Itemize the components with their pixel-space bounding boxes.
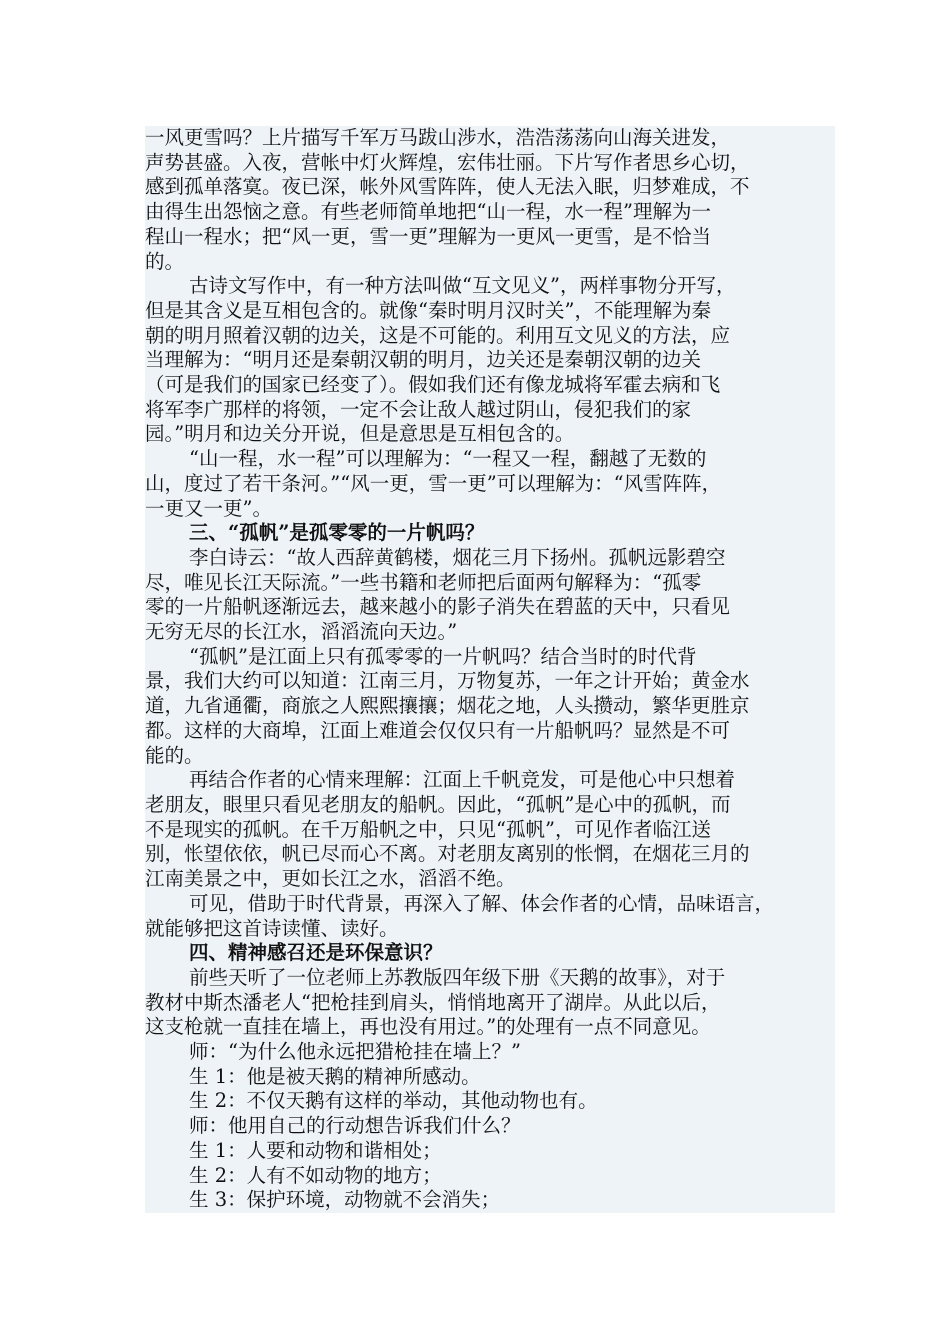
text-line	[145, 175, 835, 200]
text-line-content: 朝的明月照着汉朝的边关，这是不可能的。利用互文见义的方法，应	[145, 323, 731, 347]
text-line-content: 老朋友，眼里只看见老朋友的船帆。因此，“孤帆”是心中的孤帆，而	[145, 792, 731, 816]
text-line	[145, 151, 835, 176]
text-line	[145, 200, 835, 225]
text-line	[145, 274, 835, 299]
text-line	[145, 991, 835, 1016]
text-line	[145, 966, 835, 991]
text-line-content: 将军李广那样的将领，一定不会让敌人越过阴山，侵犯我们的家	[145, 397, 692, 421]
text-line	[145, 546, 835, 571]
text-line-content: 生 1：人要和动物和谐相处；	[189, 1138, 442, 1162]
text-line-content: 古诗文写作中，有一种方法叫做“互文见义”，两样事物分开写，	[189, 274, 736, 298]
text-line-content: 山，度过了若干条河。”“风一更，雪一更”可以理解为：“风雪阵阵，	[145, 471, 722, 495]
text-line-content: 都。这样的大商埠，江面上难道会仅仅只有一片船帆吗？显然是不可	[145, 718, 731, 742]
text-line	[145, 595, 835, 620]
text-line-content: 生 1：他是被天鹅的精神所感动。	[189, 1064, 481, 1088]
text-line-content: 教材中斯杰潘老人“把枪挂到肩头，悄悄地离开了湖岸。从此以后，	[145, 990, 721, 1014]
text-line	[145, 250, 835, 275]
text-line-content: 感到孤单落寞。夜已深，帐外风雪阵阵，使人无法入眠，归梦难成，不	[145, 175, 750, 199]
text-line	[145, 373, 835, 398]
text-line	[145, 126, 835, 151]
text-line-content: 零的一片船帆逐渐远去，越来越小的影子消失在碧蓝的天中，只看见	[145, 595, 731, 619]
text-line	[145, 645, 835, 670]
text-line-content: “山一程，水一程”可以理解为：“一程又一程，翻越了无数的	[189, 447, 707, 471]
text-line	[145, 299, 835, 324]
text-line	[145, 1139, 835, 1164]
text-line-content: 三、“孤帆”是孤零零的一片帆吗？	[189, 521, 485, 545]
text-line-content: 的。	[145, 249, 185, 273]
text-line	[145, 1114, 835, 1139]
text-line	[145, 1089, 835, 1114]
text-line-content: “孤帆”是江面上只有孤零零的一片帆吗？结合当时的时代背	[189, 644, 697, 668]
text-line-content: 可见，借助于时代背景，再深入了解、体会作者的心情，品味语言，	[189, 891, 775, 915]
text-line-content: 师：“为什么他永远把猎枪挂在墙上？”	[189, 1040, 521, 1064]
text-line	[145, 225, 835, 250]
text-line	[145, 1040, 835, 1065]
text-line	[145, 892, 835, 917]
text-line	[145, 917, 835, 942]
text-line	[145, 348, 835, 373]
text-line	[145, 1015, 835, 1040]
text-line-content: 当理解为：“明月还是秦朝汉朝的明月，边关还是秦朝汉朝的边关	[145, 348, 701, 372]
text-line	[145, 744, 835, 769]
text-line	[145, 867, 835, 892]
text-line	[145, 818, 835, 843]
text-line-content: 生 2：不仅天鹅有这样的举动，其他动物也有。	[189, 1089, 598, 1113]
text-line	[145, 842, 835, 867]
text-line-content: 无穷无尽的长江水，滔滔流向天边。”	[145, 620, 458, 644]
text-line	[145, 1065, 835, 1090]
text-line	[145, 768, 835, 793]
text-line	[145, 472, 835, 497]
text-line-content: 声势甚盛。入夜，营帐中灯火辉煌，宏伟壮丽。下片写作者思乡心切，	[145, 150, 750, 174]
text-line-content: 江南美景之中，更如长江之水，滔滔不绝。	[145, 867, 516, 891]
text-line-content: 程山一程水；把“风一更，雪一更”理解为一更风一更雪，是不恰当	[145, 224, 711, 248]
text-line-content: 景，我们大约可以知道：江南三月，万物复苏，一年之计开始；黄金水	[145, 669, 750, 693]
text-line	[145, 571, 835, 596]
text-line-content: 就能够把这首诗读懂、读好。	[145, 916, 399, 940]
text-line	[145, 497, 835, 522]
text-line	[145, 422, 835, 447]
text-line	[145, 1164, 835, 1189]
text-line-content: 园。”明月和边关分开说，但是意思是互相包含的。	[145, 422, 575, 446]
text-line	[145, 620, 835, 645]
text-line-content: 道，九省通衢，商旅之人熙熙攘攘；烟花之地，人头攒动，繁华更胜京	[145, 694, 750, 718]
text-line-content: 生 2：人有不如动物的地方；	[189, 1163, 442, 1187]
text-line-content: 一更又一更”。	[145, 496, 272, 520]
text-line-content: 生 3：保护环境，动物就不会消失；	[189, 1188, 501, 1212]
text-line-content: 李白诗云：“故人西辞黄鹤楼，烟花三月下扬州。孤帆远影碧空	[189, 545, 726, 569]
text-line-content: 尽，唯见长江天际流。”一些书籍和老师把后面两句解释为：“孤零	[145, 570, 702, 594]
text-line	[145, 669, 835, 694]
section-heading	[145, 941, 835, 966]
text-line-content: 这支枪就一直挂在墙上，再也没有用过。”的处理有一点不同意见。	[145, 1015, 711, 1039]
text-line	[145, 324, 835, 349]
text-line	[145, 1188, 835, 1213]
text-line	[145, 694, 835, 719]
text-line	[145, 793, 835, 818]
text-line-content: 前些天听了一位老师上苏教版四年级下册《天鹅的故事》，对于	[189, 965, 726, 989]
text-line	[145, 719, 835, 744]
text-line-content: 师：他用自己的行动想告诉我们什么？	[189, 1114, 521, 1138]
text-line-content: 但是其含义是互相包含的。就像“秦时明月汉时关”，不能理解为秦	[145, 298, 711, 322]
text-line	[145, 447, 835, 472]
text-line-content: 不是现实的孤帆。在千万船帆之中，只见“孤帆”，可见作者临江送	[145, 817, 711, 841]
text-line-content: 别，怅望依依，帆已尽而心不离。对老朋友离别的怅惘，在烟花三月的	[145, 842, 750, 866]
document-body	[145, 126, 835, 1213]
text-line-content: 由得生出怨恼之意。有些老师简单地把“山一程，水一程”理解为一	[145, 200, 711, 224]
text-line-content: 再结合作者的心情来理解：江面上千帆竞发，可是他心中只想着	[189, 768, 736, 792]
text-line-content: 四、精神感召还是环保意识？	[189, 941, 443, 965]
text-line-content: （可是我们的国家已经变了）。假如我们还有像龙城将军霍去病和飞	[145, 373, 721, 397]
text-line-content: 一风更雪吗？上片描写千军万马跋山涉水，浩浩荡荡向山海关进发，	[145, 126, 731, 149]
section-heading	[145, 521, 835, 546]
text-line-content: 能的。	[145, 743, 204, 767]
text-line	[145, 398, 835, 423]
